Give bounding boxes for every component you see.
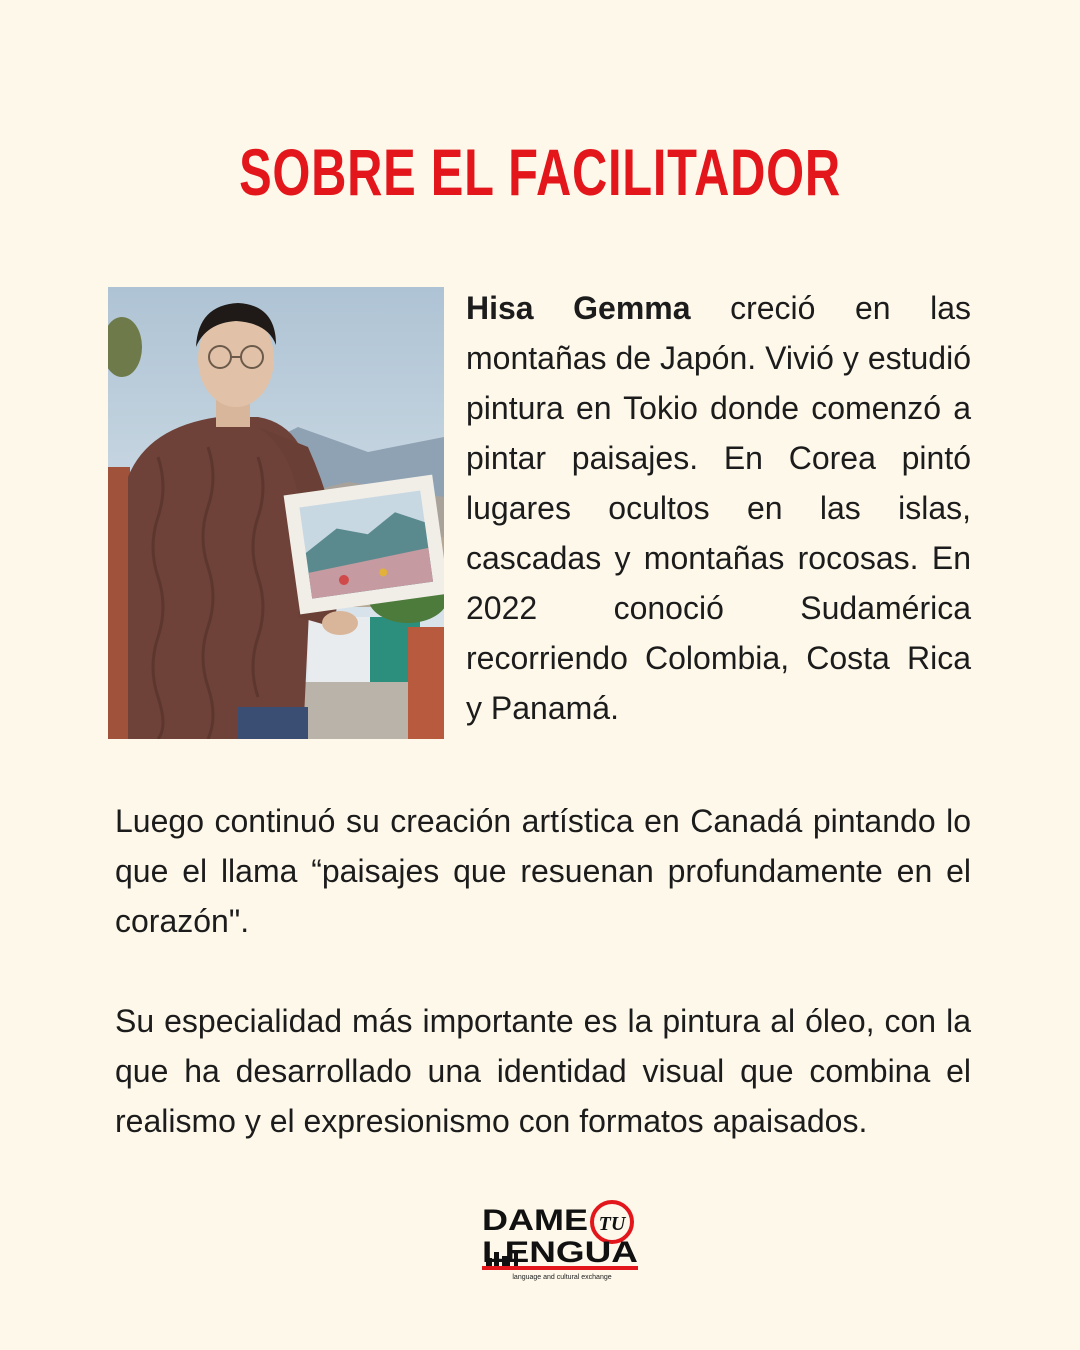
bio-paragraph-2: Luego continuó su creación artística en Canadá pintando lo que el llama “paisajes que resuenan profundamente en el corazón".	[115, 803, 971, 939]
facilitator-name: Hisa Gemma	[466, 290, 691, 326]
dame-tu-lengua-logo	[480, 1200, 642, 1282]
logo-word-dame: DAME	[482, 1204, 588, 1237]
logo-word-tu: TU	[598, 1213, 626, 1235]
logo-word-lengua: LENGUA	[482, 1236, 638, 1269]
bio-intro-paragraph	[466, 283, 971, 733]
logo-tagline: language and cultural exchange	[512, 1274, 612, 1281]
bio-paragraph-3: Su especialidad más importante es la pintura al óleo, con la que ha desarrollado una identidad visual que combina el realismo y el expresionismo con formatos apaisados.	[115, 1003, 971, 1139]
page-title: SOBRE EL FACILITADOR	[239, 135, 841, 209]
facilitator-photo	[108, 287, 444, 739]
bio-intro-text: creció en las montañas de Japón. Vivió y estudió pintura en Tokio donde comenzó a pintar paisajes. En Corea pintó lugares ocultos en las islas, cascadas y montañas rocosas. En 2022 conoció Sudamérica recorriendo Colombia, Costa Rica y Panamá.	[466, 290, 972, 726]
